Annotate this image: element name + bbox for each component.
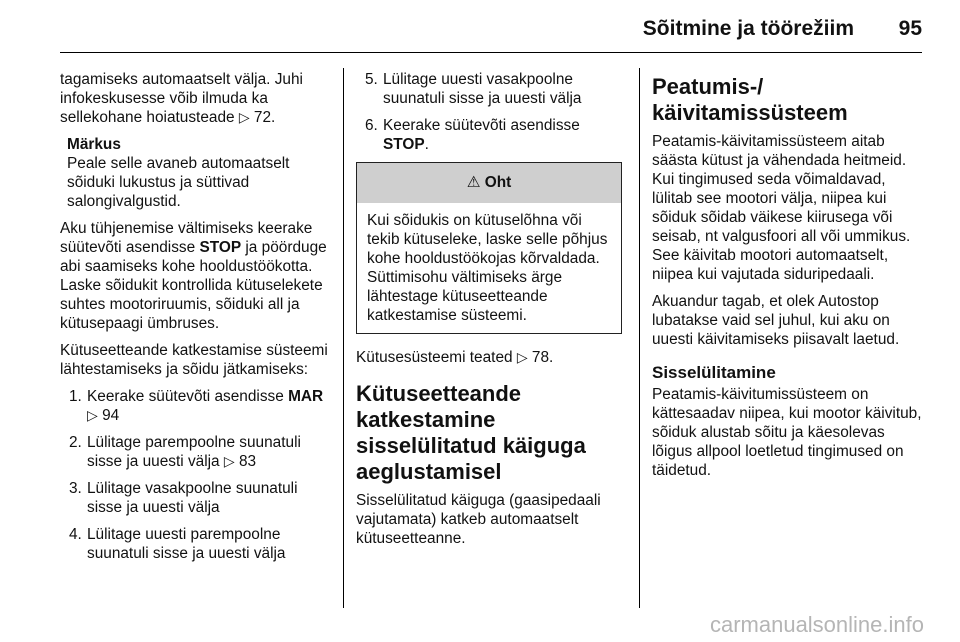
list-item: 4. Lülitage uuesti parempoolne suunatuli sisse ja uuesti välja [69,526,286,562]
warning-box [356,162,622,334]
paragraph: Peatamis-käivitumissüsteem on kättesaadav niipea, kui mootor käivitub, sõiduk alustab sõitu ja käesolevas lõigus allpool loetletud tingimused on täidetud. [652,386,922,479]
page-reference[interactable]: 78. [531,349,554,366]
page-header [0,0,960,50]
section-heading: Kütuseetteande katkestamine sisselülitatud käiguga aeglustamisel [356,381,586,484]
paragraph: Sisselülitatud käiguga (gaasipedaali vajutamata) katkeb automaatselt kütuseetteanne. [356,492,601,547]
paragraph: Peatamis-käivitamissüsteem aitab säästa kütust ja vähendada heitmeid. Kui tingimused seda võimaldavad, lülitab see mootori välja, niipea kui sõiduk sõidab väikese kiirusega või seisab, nt valgusfoori all või ummikus. See käivitab mootori automaatselt, niipea kui vajutada siduripedaali. [652,133,911,283]
note-body: Peale selle avaneb automaatselt sõiduki lukustus ja süttivad salongivalgustid. [67,155,290,210]
warning-header [357,163,621,203]
section-title: Sõitmine ja töörežiim [642,17,854,40]
page-number: 95 [898,17,922,40]
column-divider-1 [343,68,344,608]
paragraph: Kütusesüsteemi teated ▷ 78. [356,349,554,366]
list-item: 6. Keerake süütevõti asendisse STOP. [365,117,580,153]
column-divider-2 [639,68,640,608]
warning-body: Kui sõidukis on kütuselõhna või tekib kütuseleke, laske selle põhjus kohe hooldustöökojas kõrvaldada. Süttimisohu vältimiseks ärge lähtestage kütuseetteande katkestamise süsteemi. [367,212,608,324]
subsection-heading: Sisselülitamine [652,363,776,382]
steps-list [356,70,622,154]
header-rule [60,52,922,53]
warning-title: Oht [484,174,512,191]
page-reference-arrow-icon: ▷ [238,109,250,125]
steps-list [60,387,330,563]
watermark: carmanualsonline.info [709,612,924,637]
column-1 [60,70,330,571]
column-2 [356,70,622,556]
section-heading: Peatumis-/ käivitamissüsteem [652,74,848,125]
list-item: 3. Lülitage vasakpoolne suunatuli sisse ja uuesti välja [69,480,298,516]
list-item: 2. Lülitage parempoolne suunatuli sisse ja uuesti välja ▷ 83 [69,434,301,470]
page-reference[interactable]: 83 [238,453,257,470]
list-item: 1. Keerake süütevõti asendisse MAR ▷ 94 [69,388,324,424]
column-3 [652,70,924,488]
page-reference-arrow-icon: ▷ [223,453,235,469]
paragraph: Kütuseetteande katkestamise süsteemi lähtestamiseks ja sõidu jätkamiseks: [60,342,328,378]
warning-triangle-icon: ⚠ [466,174,481,191]
page-reference[interactable]: 72. [253,109,276,126]
paragraph: Akuandur tagab, et olek Autostop lubatakse vaid sel juhul, kui aku on uuesti käivitamiseks piisavalt laetud. [652,293,900,348]
page-reference-arrow-icon: ▷ [87,407,98,423]
page-reference-arrow-icon: ▷ [516,349,528,365]
paragraph: tagamiseks automaatselt välja. Juhi infokeskusesse võib ilmuda ka sellekohane hoiatusteade ▷ 72. [60,71,303,126]
paragraph: Aku tühjenemise vältimiseks keerake süütevõti asendisse STOP ja pöörduge abi saamiseks kohe hooldustöökotta. Laske sõidukit kontrollida kütuselekete suhtes mootoriruumis, sõiduki all ja kütusepaagi ümbruses. [60,220,327,332]
list-item: 5. Lülitage uuesti vasakpoolne suunatuli sisse ja uuesti välja [365,71,582,107]
page-reference[interactable]: 94 [102,407,120,424]
note-title: Märkus [67,136,121,153]
